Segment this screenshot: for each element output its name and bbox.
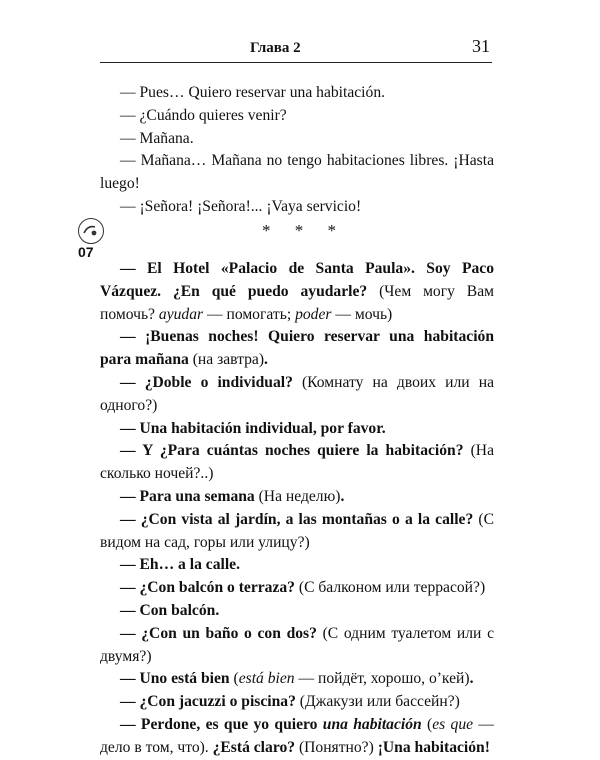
translation-text: (Комнату на двоих или на одного?): [100, 373, 494, 414]
spanish-text: .: [264, 351, 268, 369]
dialog-line: [100, 691, 494, 714]
dialog-line: [100, 668, 494, 691]
spanish-text: — Para una semana: [120, 487, 255, 505]
translation-text: (С одним туалетом или с двумя?): [100, 624, 494, 665]
dialog-line: [100, 714, 494, 760]
spanish-text: — ¿Con vista al jardín, a las montañas o a la calle?: [120, 510, 474, 528]
hotel-dialog: [100, 258, 494, 760]
translation-text: (На неделю): [254, 487, 341, 505]
dialog-line: [100, 577, 494, 600]
dialog-line: — Mañana.: [120, 129, 194, 147]
translation-text: (На сколько ночей?..): [100, 442, 494, 483]
vocab-word: está bien: [238, 670, 295, 688]
spanish-text: — Perdone, es que yo quiero: [120, 715, 323, 733]
dialog-line: [100, 600, 494, 623]
spanish-text: — ¿Con balcón o terraza?: [120, 579, 295, 597]
spanish-text: — El Hotel «Palacio de Santa Paula». Soy Paco Vázquez. ¿En qué puedo ayudarle?: [100, 260, 494, 300]
translation-text: — мочь): [331, 305, 393, 323]
spanish-text: — ¿Con un baño o con dos?: [120, 624, 317, 642]
translation-text: (: [421, 715, 433, 733]
spanish-text: — Uno está bien: [120, 670, 230, 688]
page-number: 31: [472, 36, 490, 56]
translation-text: (: [229, 670, 239, 688]
dialog-line: — Pues… Quiero reservar una habitación.: [120, 84, 386, 101]
translation-text: (Понятно?): [295, 738, 378, 756]
vocab-word: ayudar: [158, 305, 204, 323]
emphasized-text: una habitación: [322, 715, 422, 733]
translation-text: — помогать;: [203, 305, 296, 323]
translation-text: (на завтра): [188, 351, 265, 369]
audio-track-number: 07: [78, 244, 94, 260]
spanish-text: — ¡Buenas noches! Quiero reservar una habitación para mañana: [100, 328, 494, 369]
vocab-word: es que: [432, 715, 474, 733]
spanish-text: — ¿Doble o individual?: [120, 373, 293, 391]
dialog-line: [100, 372, 494, 418]
spanish-text: .: [340, 487, 345, 505]
translation-text: — пойдёт, хорошо, о’кей): [294, 670, 470, 688]
translation-text: — дело в том, что).: [100, 715, 494, 756]
spanish-text: — Con balcón.: [120, 601, 220, 619]
dialog-line: [100, 509, 494, 555]
spanish-text: — ¿Con jacuzzi o piscina?: [120, 693, 296, 711]
translation-text: (С балконом или террасой?): [294, 579, 486, 597]
dialog-line: [100, 623, 494, 669]
dialog-line: [100, 258, 494, 326]
dialog-line: [100, 486, 494, 509]
spanish-text: — Y ¿Para cuántas noches quiere la habitación?: [120, 442, 464, 460]
dialog-line: — ¡Señora! ¡Señora!... ¡Vaya servicio!: [120, 197, 362, 215]
translation-text: (Чем могу Вам помочь?: [100, 282, 494, 323]
running-header: [100, 36, 492, 63]
dialog-line: [100, 418, 494, 441]
spanish-text: ¡Una habitación!: [377, 738, 490, 756]
section-separator: * * *: [262, 221, 346, 240]
dialog-line: [100, 326, 494, 372]
audio-disc-icon: [78, 218, 104, 244]
chapter-title: Глава 2: [250, 40, 301, 56]
spanish-text: .: [469, 670, 474, 688]
dialog-line: [100, 440, 494, 486]
translation-text: (Джакузи или бассейн?): [295, 693, 460, 711]
spanish-text: ¿Está claro?: [212, 738, 296, 756]
spanish-text: — Una habitación individual, por favor.: [120, 419, 386, 437]
spanish-text: — Eh… a la calle.: [120, 556, 240, 574]
vocab-word: poder: [295, 305, 332, 323]
dialog-line: [100, 554, 494, 577]
dialog-line: — ¿Cuándo quieres venir?: [120, 106, 287, 124]
intro-dialog: [100, 82, 494, 219]
translation-text: (С видом на сад, горы или улицу?): [100, 510, 494, 551]
dialog-line: — Mañana… Mañana no tengo habitaciones libres. ¡Hasta luego!: [100, 152, 494, 193]
